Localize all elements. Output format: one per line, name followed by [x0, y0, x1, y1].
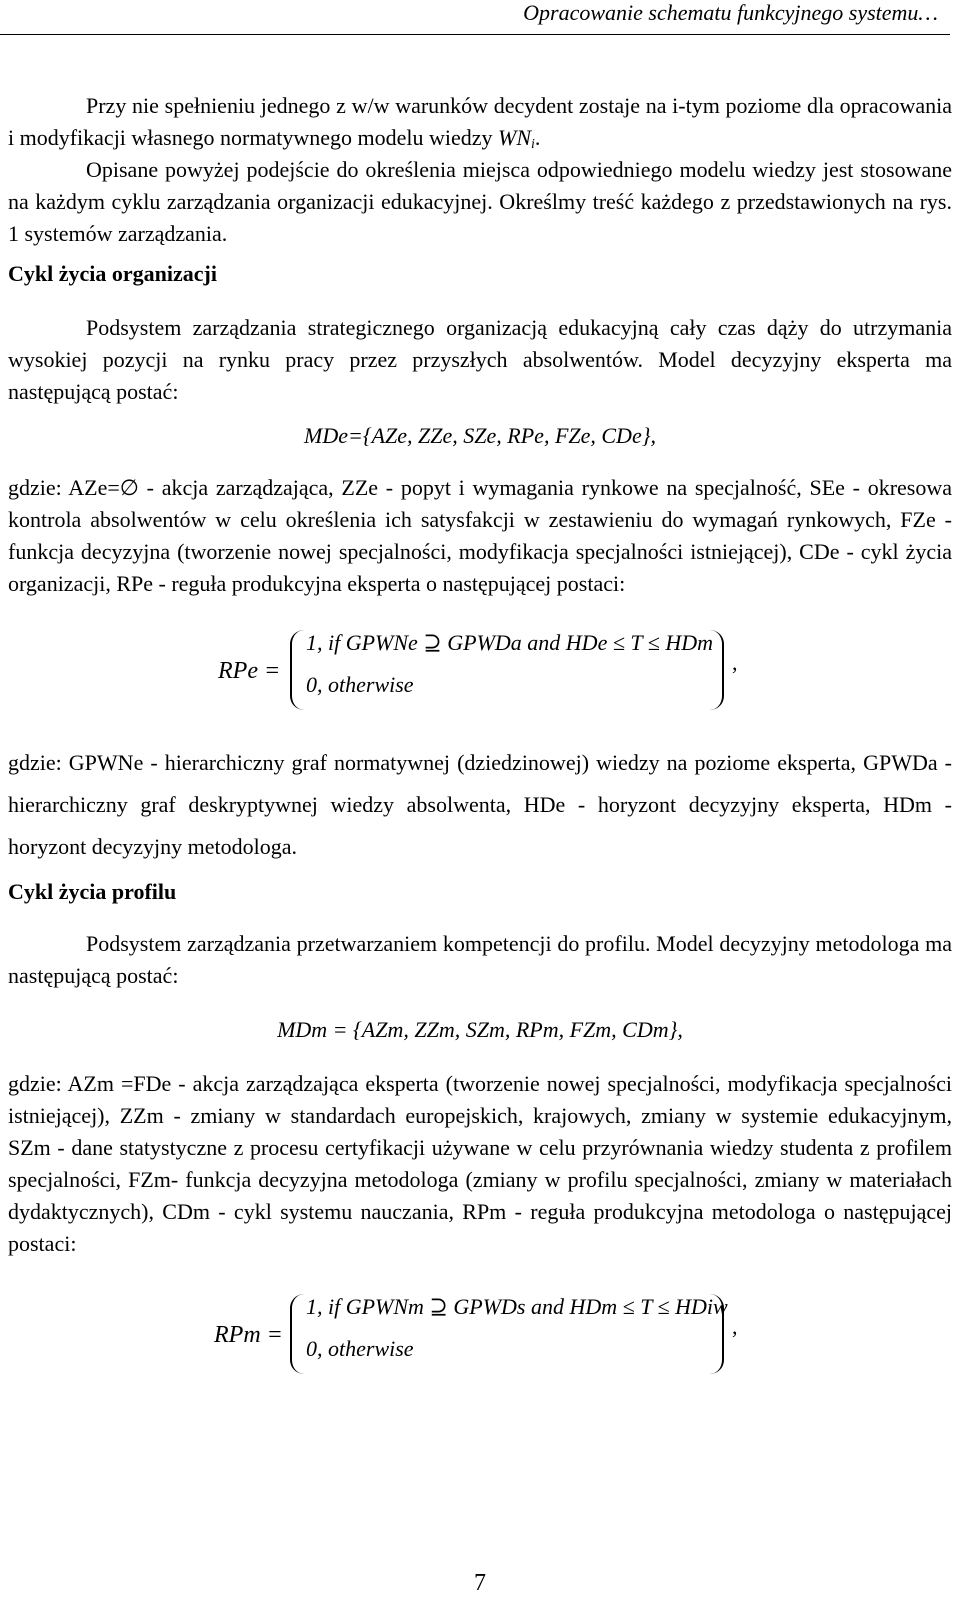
left-brace — [290, 630, 306, 710]
formula-rpm-case-1: 1, if GPWNm ⊇ GPWDs and HDm ≤ T ≤ HDiw — [306, 1294, 728, 1319]
formula-rpm-lhs: RPm = — [214, 1322, 283, 1348]
formula-rpe — [8, 626, 952, 722]
right-brace — [708, 630, 724, 710]
running-title: Opracowanie schematu funkcyjnego systemu… — [523, 0, 938, 25]
paragraph-5: gdzie: GPWNe - hierarchiczny graf normatywnej (dziedzinowej) wiedzy na poziome eksperta, GPWDa - hierarchiczny graf deskryptywnej wiedzy absolwenta, HDe - horyzont decyzyjny eksperta, HDm - horyzont decyzyjny metodologa. — [8, 750, 952, 859]
left-brace — [290, 1294, 306, 1374]
paragraph-1-text: Przy nie spełnieniu jednego z w/w warunków decydent zostaje na i-tym poziome dla opracowania i modyfikacji własnego normatywnego modelu wiedzy — [8, 93, 952, 150]
formula-rpe-tail: , — [732, 650, 738, 675]
formula-rpe-case-2: 0, otherwise — [306, 672, 414, 697]
paragraph-3: Podsystem zarządzania strategicznego organizacją edukacyjną cały czas dąży do utrzymania wysokiej pozycji na rynku pracy przez przyszłych absolwentów. Model decyzyjny eksperta ma następującą postać: — [8, 315, 952, 404]
page-number: 7 — [474, 1570, 486, 1596]
paragraph-7: gdzie: AZm =FDe - akcja zarządzająca eksperta (tworzenie nowej specjalności, modyfikacja specjalności istniejącej), ZZm - zmiany w standardach europejskich, krajowych, zmiany w systemie edukacyjnym, SZm - dane statystyczne z procesu certyfikacji używane w celu przyrównania wiedzy studenta z profilem specjalności, FZm- funkcja decyzyjna metodologa (zmiany w profilu specjalności, zmiany w materiałach dydaktycznych), CDm - cykl systemu nauczania, RPm - reguła produkcyjna metodologa o następującej postaci: — [8, 1071, 952, 1256]
paragraph-1 — [8, 90, 952, 154]
heading-cykl-organizacji: Cykl życia organizacji — [8, 261, 217, 286]
heading-cykl-profilu: Cykl życia profilu — [8, 879, 177, 904]
equation-mde: MDe={AZe, ZZe, SZe, RPe, FZe, CDe}, — [304, 423, 656, 448]
page-body — [8, 80, 952, 1386]
running-header — [0, 0, 950, 35]
formula-rpm-tail: , — [732, 1314, 738, 1339]
formula-rpm — [8, 1290, 952, 1386]
paragraph-2: Opisane powyżej podejście do określenia miejsca odpowiedniego modelu wiedzy jest stosowane na każdym cyklu zarządzania organizacji edukacyjnej. Określmy treść każdego z przedstawionych na rys. 1 systemów zarządzania. — [8, 157, 952, 246]
right-brace — [708, 1294, 724, 1374]
equation-mdm: MDm = {AZm, ZZm, SZm, RPm, FZm, CDm}, — [277, 1017, 683, 1042]
paragraph-4: gdzie: AZe=∅ - akcja zarządzająca, ZZe - popyt i wymagania rynkowe na specjalność, SEe - okresowa kontrola absolwentów w celu określenia ich satysfakcji w zestawieniu do wymagań rynkowych, FZe - funkcja decyzyjna (tworzenie nowej specjalności, modyfikacja specjalności istniejącej), CDe - cykl życia organizacji, RPe - reguła produkcyjna eksperta o następującej postaci: — [8, 475, 952, 596]
paragraph-1-end: . — [534, 125, 541, 150]
wn-symbol: $WN_i$ — [498, 125, 535, 152]
formula-rpe-lhs: RPe = — [218, 658, 281, 684]
paragraph-6: Podsystem zarządzania przetwarzaniem kompetencji do profilu. Model decyzyjny metodologa ma następującą postać: — [8, 931, 952, 988]
formula-rpm-case-2: 0, otherwise — [306, 1336, 414, 1361]
formula-rpe-case-1: 1, if GPWNe ⊇ GPWDa and HDe ≤ T ≤ HDm — [306, 630, 713, 655]
